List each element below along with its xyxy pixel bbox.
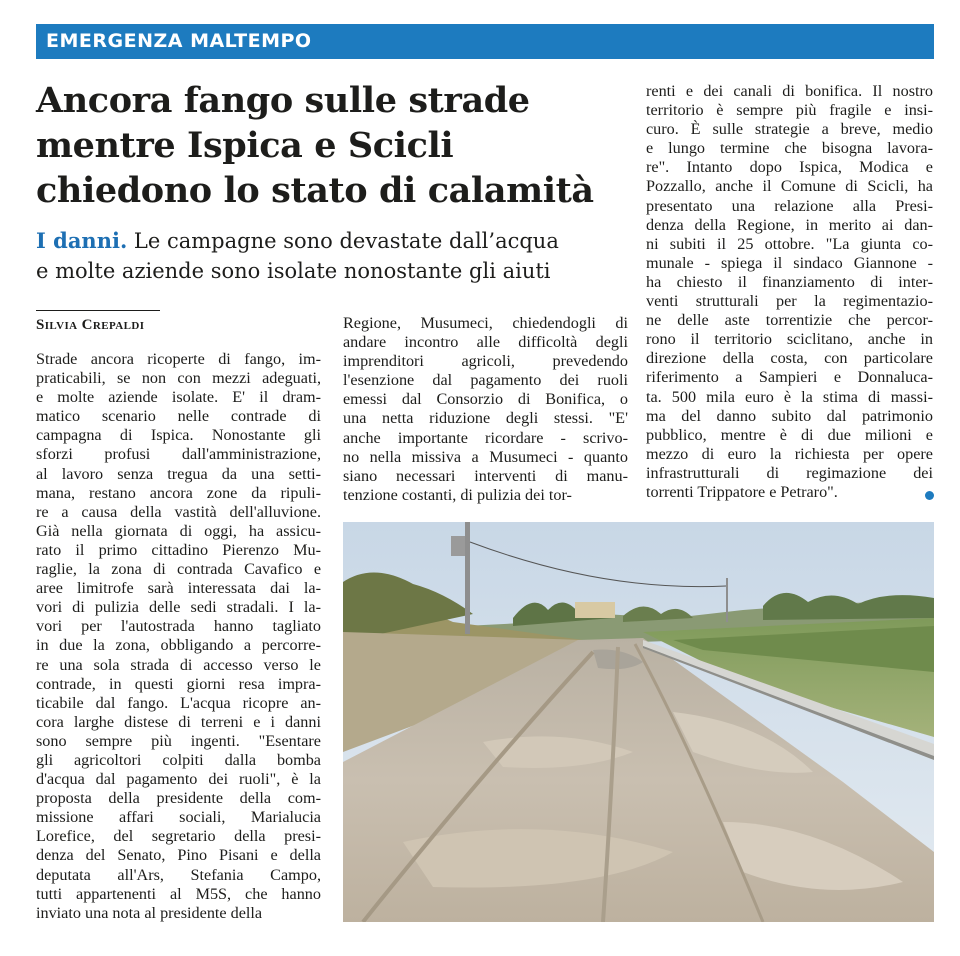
text-line: mezzo di euro la richiesta per opere <box>646 444 933 463</box>
text-line: Già nella giornata di oggi, ha assicu- <box>36 521 321 540</box>
article-column-2 <box>343 314 628 505</box>
text-line: Strade ancora ricoperte di fango, im- <box>36 350 321 368</box>
text-line: sono sempre più ingenti. "Esentare <box>36 731 321 750</box>
text-line: curo. È sulle strategie a breve, medio <box>646 120 933 139</box>
text-line: territorio è sempre più fragile e insi- <box>646 101 933 120</box>
text-line: ni subiti il 25 ottobre. "La giunta co- <box>646 234 933 253</box>
text-line: presentato una relazione alla Presi- <box>646 196 933 215</box>
text-line: infrastrutturali di regimazione dei <box>646 463 933 482</box>
text-line: tutti appartenenti al M5S, che hanno <box>36 884 321 903</box>
text-line: ha chiesto il finanziamento di inter- <box>646 272 933 291</box>
text-line: Lorefice, del segretario della presi- <box>36 827 321 846</box>
headline-line: mentre Ispica e Scicli <box>36 125 454 166</box>
text-line: l'esenzione dal pagamento dei ruoli <box>343 371 628 390</box>
text-line: ta. 500 mila euro è la stima di massi- <box>646 387 933 406</box>
text-line: raglie, la zona di contrada Cavafico e <box>36 560 321 579</box>
text-line: rato il primo cittadino Pierenzo Mu- <box>36 540 321 559</box>
text-line: munale - spiega il sindaco Giannone - <box>646 253 933 272</box>
byline: Silvia Crepaldi <box>36 317 145 333</box>
subhead-lead: I danni. <box>36 228 128 253</box>
text-line: deputata all'Ars, Stefania Campo, <box>36 865 321 884</box>
headline-line: chiedono lo stato di calamità <box>36 170 594 211</box>
text-line: ne delle aste torrentizie che percor- <box>646 311 933 330</box>
text-line: renti e dei canali di bonifica. Il nostro <box>646 82 933 100</box>
text-line: e lungo termine che bisogna lavora- <box>646 139 933 158</box>
text-line: re una sola strada di accesso verso le <box>36 655 321 674</box>
text-line: no nella missiva a Musumeci - quanto <box>343 447 628 466</box>
section-label: EMERGENZA MALTEMPO <box>36 24 934 59</box>
text-line: andare incontro alle difficoltà degli <box>343 333 628 352</box>
text-line: inviato una nota al presidente della <box>36 903 263 922</box>
text-line: torrenti Trippatore e Petraro". <box>646 482 838 501</box>
text-line: proposta della presidente della com- <box>36 789 321 808</box>
text-line: pubblico, mentre è di due milioni e <box>646 425 933 444</box>
subhead-text: Le campagne sono devastate dall’acqua <box>127 229 559 253</box>
text-line: contrade, in questi giorni resa impra- <box>36 674 321 693</box>
text-line: rono il territorio sciclitano, anche in <box>646 330 933 349</box>
text-line: aree limitrofe sarà interessata dai la- <box>36 579 321 598</box>
subheadline <box>36 226 636 286</box>
text-line: e molte aziende isolate. E' il dram- <box>36 388 321 407</box>
text-line: direzione della costa, con particolare <box>646 349 933 368</box>
text-line: d'acqua dal pagamento dei ruoli", è la <box>36 770 321 789</box>
text-line: ma del danno subito dal patrimonio <box>646 406 933 425</box>
text-line: cora larghe distese di terreni e i danni <box>36 712 321 731</box>
text-line: missione affari sociali, Marialucia <box>36 808 321 827</box>
text-line: praticabili, se non con mezzi adeguati, <box>36 369 321 388</box>
text-line: re a causa della vastità dell'alluvione. <box>36 502 321 521</box>
text-line: emessi dal Consorzio di Bonifica, o <box>343 390 628 409</box>
text-line: denza della Regione, in merito ai dan- <box>646 215 933 234</box>
text-line: matico scenario nelle contrade di <box>36 407 321 426</box>
text-line: mana, restano ancora zone da ripuli- <box>36 483 321 502</box>
headline-line: Ancora fango sulle strade <box>36 80 530 121</box>
article-column-1 <box>36 350 321 923</box>
text-line: vori di pulizia delle sedi stradali. I la- <box>36 598 321 617</box>
text-line: vori per l'autostrada hanno tagliato <box>36 617 321 636</box>
photo-muddy-road <box>343 522 934 922</box>
text-line: denza del Senato, Pino Pisani e della <box>36 846 321 865</box>
text-line: re". Intanto dopo Ispica, Modica e <box>646 158 933 177</box>
text-line: in due la zona, obbligando a percorre- <box>36 636 321 655</box>
subhead-line: e molte aziende sono isolate nonostante gli aiuti <box>36 259 551 283</box>
article-column-3 <box>646 82 933 502</box>
text-line: riferimento a Sampieri e Donnaluca- <box>646 368 933 387</box>
text-line: anche importante ricordare - scrivo- <box>343 428 628 447</box>
text-line: campagna di Ispica. Nonostante gli <box>36 426 321 445</box>
text-line: al lavoro senza tregua da una setti- <box>36 464 321 483</box>
text-line: imprenditori agricoli, prevedendo <box>343 352 628 371</box>
text-line: sforzi profusi dall'amministrazione, <box>36 445 321 464</box>
text-line: ticabile dal fango. L'acqua ricopre an- <box>36 693 321 712</box>
text-line: gli agricoltori colpiti dalla bomba <box>36 750 321 769</box>
text-line: venti strutturali per la regimentazio- <box>646 292 933 311</box>
headline <box>36 78 636 213</box>
text-line: siano necessari interventi di manu- <box>343 466 628 485</box>
byline-rule <box>36 310 160 311</box>
text-line: Pozzallo, anche il Comune di Scicli, ha <box>646 177 933 196</box>
text-line: Regione, Musumeci, chiedendogli di <box>343 314 628 332</box>
text-line: una netta riduzione degli stessi. "E' <box>343 409 628 428</box>
subhead-line <box>36 226 636 256</box>
text-line: tenzione costanti, di pulizia dei tor- <box>343 485 572 504</box>
end-of-article-marker <box>925 491 934 500</box>
